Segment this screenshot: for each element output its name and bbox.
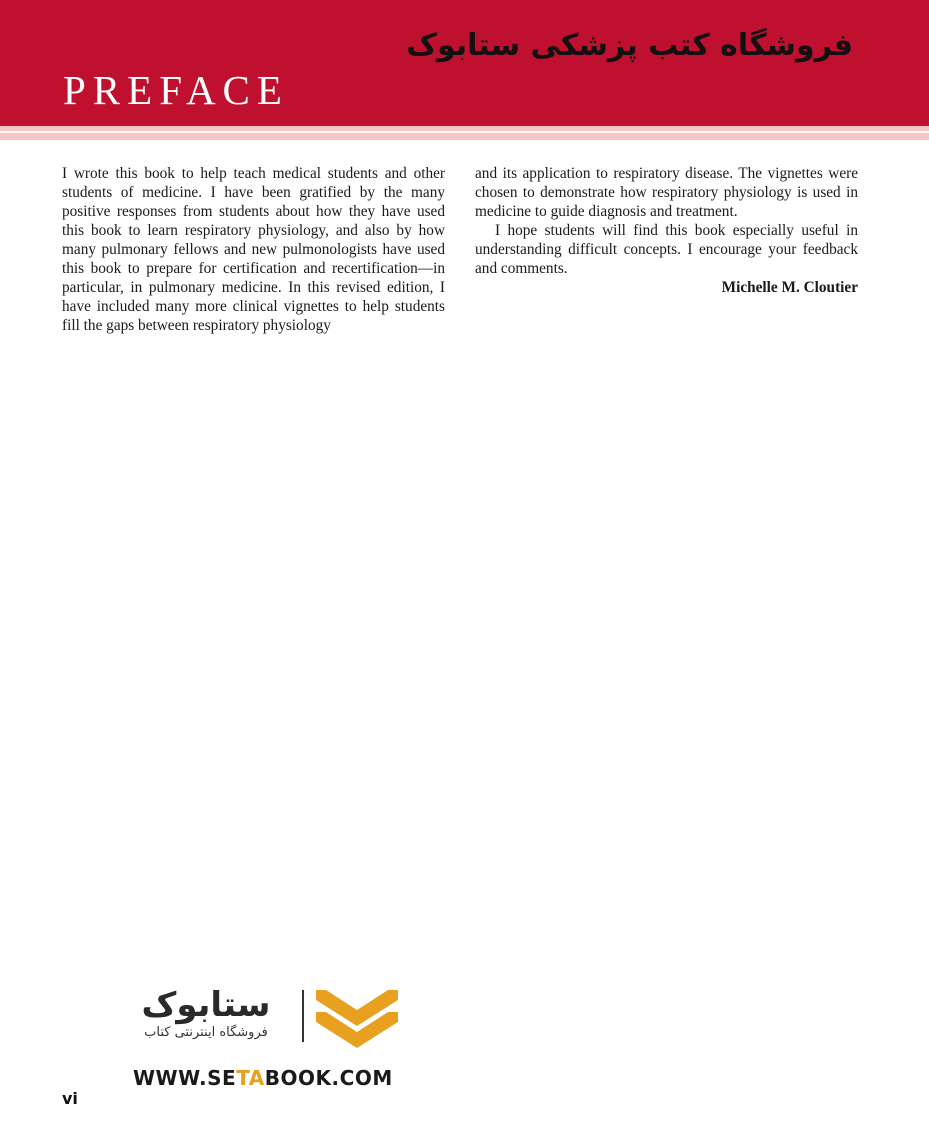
page-title: PREFACE	[63, 67, 289, 113]
site-url: WWW.SETABOOK.COM	[133, 1066, 393, 1090]
logo-divider	[302, 990, 304, 1042]
left-column	[62, 164, 445, 335]
right-column	[475, 164, 858, 297]
preface-paragraph-1-continued: and its application to respiratory disease. The vignettes were chosen to demonstrate how respiratory physiology is used in medicine to guide diagnosis and treatment.	[475, 165, 858, 220]
header-divider	[0, 131, 929, 133]
setabook-logo-text	[120, 985, 292, 1041]
preface-paragraph-1: I wrote this book to help teach medical students and other students of medicine. I have been gratified by the many positive responses from students about how they have used this book to learn respiratory physiology, and also by how many pulmonary fellows and new pulmonologists have used this book to prepare for certification and recertification—in particular, in pulmonary medicine. In this revised edition, I have included many more clinical vignettes to help students fill the gaps between respiratory physiology	[62, 165, 445, 334]
logo-name: ستابوک	[141, 985, 271, 1025]
store-watermark: فروشگاه کتب پزشکی ستابوک	[406, 28, 853, 63]
preface-paragraph-2: I hope students will find this book especially useful in understanding difficult concepts. I encourage your feedback and comments.	[475, 222, 858, 277]
setabook-logo-icon	[316, 988, 398, 1050]
header-stripe	[0, 126, 929, 140]
page-number: vi	[62, 1089, 78, 1108]
logo-tagline: فروشگاه اینترنتی کتاب	[144, 1025, 268, 1040]
author-signature: Michelle M. Cloutier	[721, 279, 858, 296]
